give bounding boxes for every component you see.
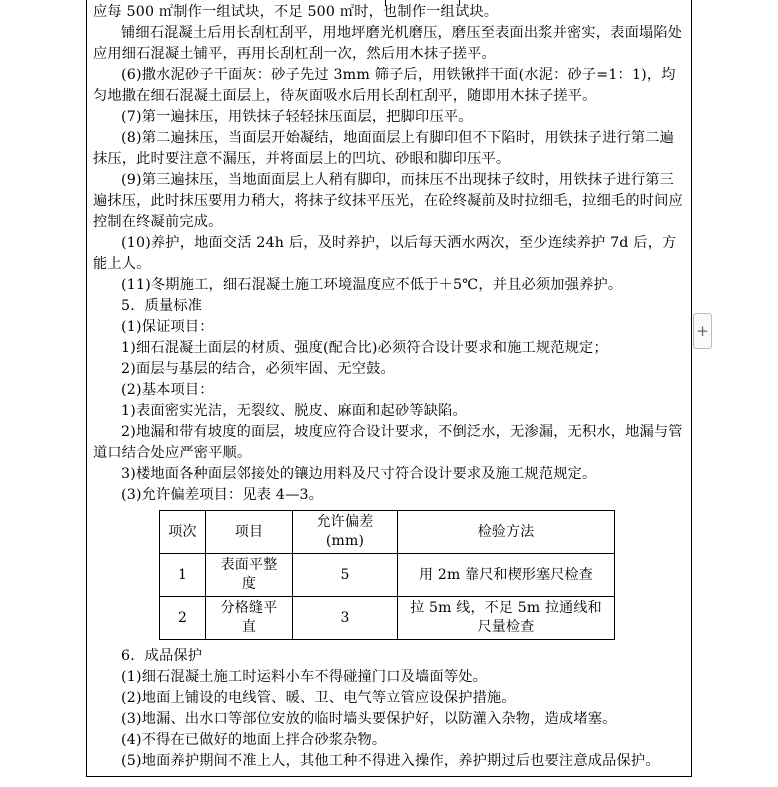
paragraph: 1)表面密实光洁，无裂纹、脱皮、麻面和起砂等缺陷。 (121, 403, 467, 419)
table-cell: 用 2m 靠尺和楔形塞尺检查 (398, 554, 615, 597)
table-cell: 分格缝平直 (206, 597, 293, 640)
table-cell: 2 (160, 597, 206, 640)
table-cell: 拉 5m 线，不足 5m 拉通线和尺量检查 (398, 597, 615, 640)
table-header-cell: 检验方法 (398, 511, 615, 554)
document-body (93, 2, 685, 772)
paragraph: (10)养护，地面交活 24h 后，及时养护，以后每天洒水两次，至少连续养护 7d 后，方能上人。 (93, 235, 677, 272)
paragraph: (9)第三遍抹压，当地面面层上人稍有脚印，而抹压不出现抹子纹时，用铁抹子进行第三遍抹压，此时抹压要用力稍大，将抹子纹抹平压光，在砼终凝前及时拉细毛，拉细毛的时间应控制在终凝前完成。 (93, 172, 683, 230)
paragraph: (7)第一遍抹压，用铁抹子轻轻抹压面层，把脚印压平。 (121, 109, 473, 125)
paragraph: (1)细石混凝土施工时运料小车不得碰撞门口及墙面等处。 (121, 669, 487, 685)
table-header-cell: 项次 (160, 511, 206, 554)
plus-icon: + (696, 322, 709, 340)
paragraph: 应每 500 ㎡制作一组试块，不足 500 ㎡时，也制作一组试块。 (93, 4, 499, 20)
paragraph: (2)基本项目： (121, 382, 214, 398)
paragraph: 2)地漏和带有坡度的面层，坡度应符合设计要求，不倒泛水，无渗漏，无积水，地漏与管道口结合处应严密平顺。 (93, 424, 683, 461)
paragraph: (3)地漏、出水口等部位安放的临时墙头要保护好，以防灌入杂物，造成堵塞。 (121, 711, 617, 727)
paragraph: (2)地面上铺设的电线管、暖、卫、电气等立管应设保护措施。 (121, 690, 516, 706)
table-cell: 3 (293, 597, 398, 640)
paragraph: 1)细石混凝土面层的材质、强度(配合比)必须符合设计要求和施工规范规定； (121, 340, 608, 356)
table-row (160, 597, 615, 640)
tolerance-table (159, 510, 615, 640)
document-page (86, 0, 692, 777)
table-cell: 5 (293, 554, 398, 597)
paragraph: (11)冬期施工，细石混凝土施工环境温度应不低于＋5℃，并且必须加强养护。 (121, 277, 623, 293)
table-header-row (160, 511, 615, 554)
table-cell: 表面平整度 (206, 554, 293, 597)
paragraph: (4)不得在已做好的地面上拌合砂浆杂物。 (121, 732, 387, 748)
paragraph: 2)面层与基层的结合，必须牢固、无空鼓。 (121, 361, 395, 377)
paragraph: (5)地面养护期间不准上人，其他工种不得进入操作，养护期过后也要注意成品保护。 (121, 753, 660, 769)
paragraph: 铺细石混凝土后用长刮杠刮平，用地坪磨光机磨压，磨压至表面出浆并密实，表面塌陷处应用细石混凝土铺平，再用长刮杠刮一次，然后用木抹子搓平。 (93, 25, 683, 62)
paragraph: (8)第二遍抹压，当面层开始凝结，地面面层上有脚印但不下陷时，用铁抹子进行第二遍抹压，此时要注意不漏压，并将面层上的凹坑、砂眼和脚印压平。 (93, 130, 675, 167)
table-cell: 1 (160, 554, 206, 597)
expand-button[interactable] (693, 313, 712, 349)
section-heading: 6．成品保护 (121, 648, 203, 664)
table-header-cell: 项目 (206, 511, 293, 554)
paragraph: (1)保证项目： (121, 319, 214, 335)
table-header-cell: 允许偏差 (mm) (293, 511, 398, 554)
paragraph: 3)楼地面各种面层邻接处的镶边用料及尺寸符合设计要求及施工规范规定。 (121, 466, 597, 482)
section-heading: 5．质量标准 (121, 298, 203, 314)
paragraph: (3)允许偏差项目：见表 4—3。 (121, 487, 324, 503)
paragraph: (6)撒水泥砂子干面灰：砂子先过 3mm 筛子后，用铁锹拌干面(水泥：砂子=1：1)，均匀地撒在细石混凝土面层上，待灰面吸水后用长刮杠刮平，随即用木抹子搓平。 (93, 67, 676, 104)
table-row (160, 554, 615, 597)
